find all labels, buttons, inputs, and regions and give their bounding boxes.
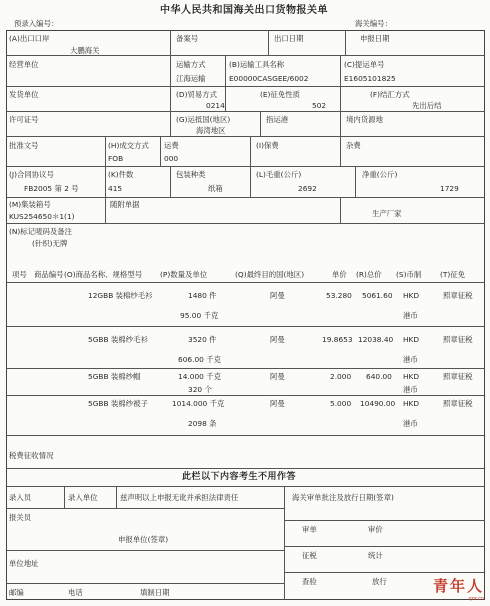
goods-row-4-qty2: 2098 条	[188, 419, 217, 428]
goods-header-qty: (P)数量及单位	[160, 270, 208, 279]
goods-row-2-price: 19.8653	[322, 335, 353, 344]
export-date-label: 出口日期	[274, 34, 304, 43]
trade-mode-value: 0214	[206, 101, 225, 110]
goods-row-3-currency: HKD	[403, 372, 420, 381]
goods-row-4-total: 10490.00	[360, 399, 396, 408]
goods-row-4-tax: 照章征税	[443, 399, 473, 408]
contract-value: FB2005 第 2 号	[24, 184, 79, 193]
approval-label: 批准文号	[9, 141, 39, 150]
stats-label: 统计	[368, 551, 383, 560]
statement-label: 兹声明以上申报无讹并承担法律责任	[120, 493, 239, 502]
goods-row-1-tax: 照章征税	[443, 291, 473, 300]
customs-no-label: 海关编号：	[355, 19, 392, 28]
goods-row-3-currency-cn: 港币	[403, 385, 418, 394]
goods-row-2-currency: HKD	[403, 335, 420, 344]
pack-type-label: 包装种类	[176, 170, 206, 179]
goods-row-1-currency-cn: 港币	[403, 311, 418, 320]
misc-label: 杂费	[346, 141, 361, 150]
goods-row-4-country: 阿曼	[270, 399, 285, 408]
pre-entry-label: 预录入编号：	[14, 19, 59, 28]
goods-row-4-name: 5GBB 装棉纱被子	[88, 399, 148, 408]
freight-label: 运费	[164, 141, 179, 150]
goods-header-name: (O)商品名称、规格型号	[64, 270, 143, 279]
goods-row-4-price: 5.000	[330, 399, 352, 408]
declarant-label: 报关员	[9, 513, 32, 522]
goods-row-2-country: 阿曼	[270, 335, 285, 344]
goods-row-3-total: 640.00	[366, 372, 392, 381]
declare-unit-label: 申报单位(签章)	[118, 535, 169, 544]
packages-label: (K)件数	[108, 170, 134, 179]
docs-label: 随附单据	[110, 200, 140, 209]
watermark-logo	[433, 575, 484, 602]
container-label: (M)集装箱号	[9, 200, 51, 209]
export-port-value: 大鹏海关	[70, 46, 100, 55]
insurance-label: (I)保费	[256, 141, 279, 150]
port-label: 指运港	[266, 115, 289, 124]
marks-label: (N)标记唛码及备注	[9, 227, 73, 236]
goods-row-4-currency: HKD	[403, 399, 420, 408]
goods-row-3-name: 5GBB 装棉纱帽	[88, 372, 141, 381]
goods-row-2-qty1: 3520 件	[188, 335, 217, 344]
dest-country-label: (G)运抵国(地区)	[176, 115, 231, 124]
watermark-url: qnr.cn	[468, 596, 484, 602]
section-title: 此栏以下内容考生不用作答	[182, 472, 297, 482]
business-unit-label: 经营单位	[9, 60, 39, 69]
trade-terms-value: FOB	[108, 154, 124, 163]
shipper-label: 发货单位	[9, 90, 39, 99]
unit-address-label: 单位地址	[9, 559, 39, 568]
goods-header-country: (Q)最终目的国(地区)	[235, 270, 305, 279]
transport-mode-label: 运输方式	[176, 60, 206, 69]
phone-label: 电话	[68, 588, 83, 597]
goods-row-2-name: 5GBB 装棉纱毛衫	[88, 335, 148, 344]
gross-weight-value: 2692	[298, 184, 317, 193]
goods-row-1-qty2: 95.00 千克	[180, 311, 219, 320]
goods-header-total: (R)总价	[356, 270, 382, 279]
export-port-label: (A)出口口岸	[9, 34, 50, 43]
customs-review-label: 海关审单批注及放行日期(签章)	[292, 493, 394, 502]
net-weight-value: 1729	[440, 184, 459, 193]
entry-unit-label: 录入单位	[68, 493, 98, 502]
goods-header-tax: (T)征免	[440, 270, 466, 279]
goods-row-1-currency: HKD	[403, 291, 420, 300]
bl-no-value: E1605101825	[344, 74, 396, 83]
manufacturer-label: 生产厂家	[372, 209, 402, 218]
goods-row-2-total: 12038.40	[358, 335, 394, 344]
audit-label: 审价	[368, 525, 383, 534]
goods-row-4-qty1: 1014.000 千克	[172, 399, 225, 408]
goods-header-price: 单价	[332, 270, 347, 279]
vessel-label: (B)运输工具名称	[229, 60, 285, 69]
goods-row-3-tax: 照章征税	[443, 372, 473, 381]
fill-date-label: 填制日期	[140, 588, 170, 597]
entry-clerk-label: 录入员	[9, 493, 32, 502]
goods-row-3-qty2: 320 个	[188, 385, 212, 394]
marks-value: (针织)无牌	[32, 239, 68, 248]
goods-row-2-qty2: 606.00 千克	[178, 355, 221, 364]
tax-info-label: 税费征收情况	[9, 451, 54, 460]
goods-row-1-country: 阿曼	[270, 291, 285, 300]
goods-header-no: 项号	[12, 270, 27, 279]
settlement-value: 先出后结	[412, 101, 442, 110]
goods-header-code: 商品编号	[34, 270, 64, 279]
goods-row-3-country: 阿曼	[270, 372, 285, 381]
transport-mode-value: 江海运输	[176, 74, 206, 83]
container-value: KUS254650＊1(1)	[9, 212, 75, 221]
goods-row-3-qty1: 14.000 千克	[178, 372, 221, 381]
goods-row-4-currency-cn: 港币	[403, 419, 418, 428]
bl-no-label: (C)提运单号	[344, 60, 385, 69]
vessel-value: E00000CASGEE/6002	[229, 74, 309, 83]
dest-country-value: 海湾地区	[196, 126, 226, 135]
freight-value: 000	[164, 154, 179, 163]
goods-row-3-price: 2.000	[330, 372, 352, 381]
trade-terms-label: (H)成交方式	[108, 141, 149, 150]
form-title: 中华人民共和国海关出口货物报关单	[160, 5, 328, 16]
source-label: 境内货源地	[346, 115, 383, 124]
declare-date-label: 申报日期	[360, 34, 390, 43]
release-label: 放行	[372, 577, 387, 586]
goods-row-1-total: 5061.60	[362, 291, 393, 300]
packages-value: 415	[108, 184, 123, 193]
tax-nature-value: 502	[312, 101, 327, 110]
goods-row-2-tax: 照章征税	[443, 335, 473, 344]
inspection-label: 查验	[302, 577, 317, 586]
contract-label: (J)合同协议号	[9, 170, 54, 179]
settlement-label: (F)结汇方式	[370, 90, 410, 99]
goods-row-1-price: 53.280	[326, 291, 352, 300]
goods-row-1-qty1: 1480 件	[188, 291, 217, 300]
trade-mode-label: (D)贸易方式	[176, 90, 218, 99]
watermark-text: 青年人	[432, 577, 484, 595]
license-label: 许可证号	[9, 115, 39, 124]
gross-weight-label: (L)毛重(公斤)	[256, 170, 302, 179]
net-weight-label: 净重(公斤)	[362, 170, 398, 179]
goods-row-1-name: 12GBB 装棉纱毛衫	[88, 291, 153, 300]
tax-label: 征税	[302, 551, 317, 560]
postcode-label: 邮编	[9, 588, 24, 597]
tax-nature-label: (E)征免性质	[260, 90, 300, 99]
pack-type-value: 纸箱	[208, 184, 223, 193]
review-label: 审单	[302, 525, 317, 534]
goods-row-2-currency-cn: 港币	[403, 355, 418, 364]
record-no-label: 备案号	[176, 34, 199, 43]
goods-header-currency: (S)币制	[396, 270, 422, 279]
